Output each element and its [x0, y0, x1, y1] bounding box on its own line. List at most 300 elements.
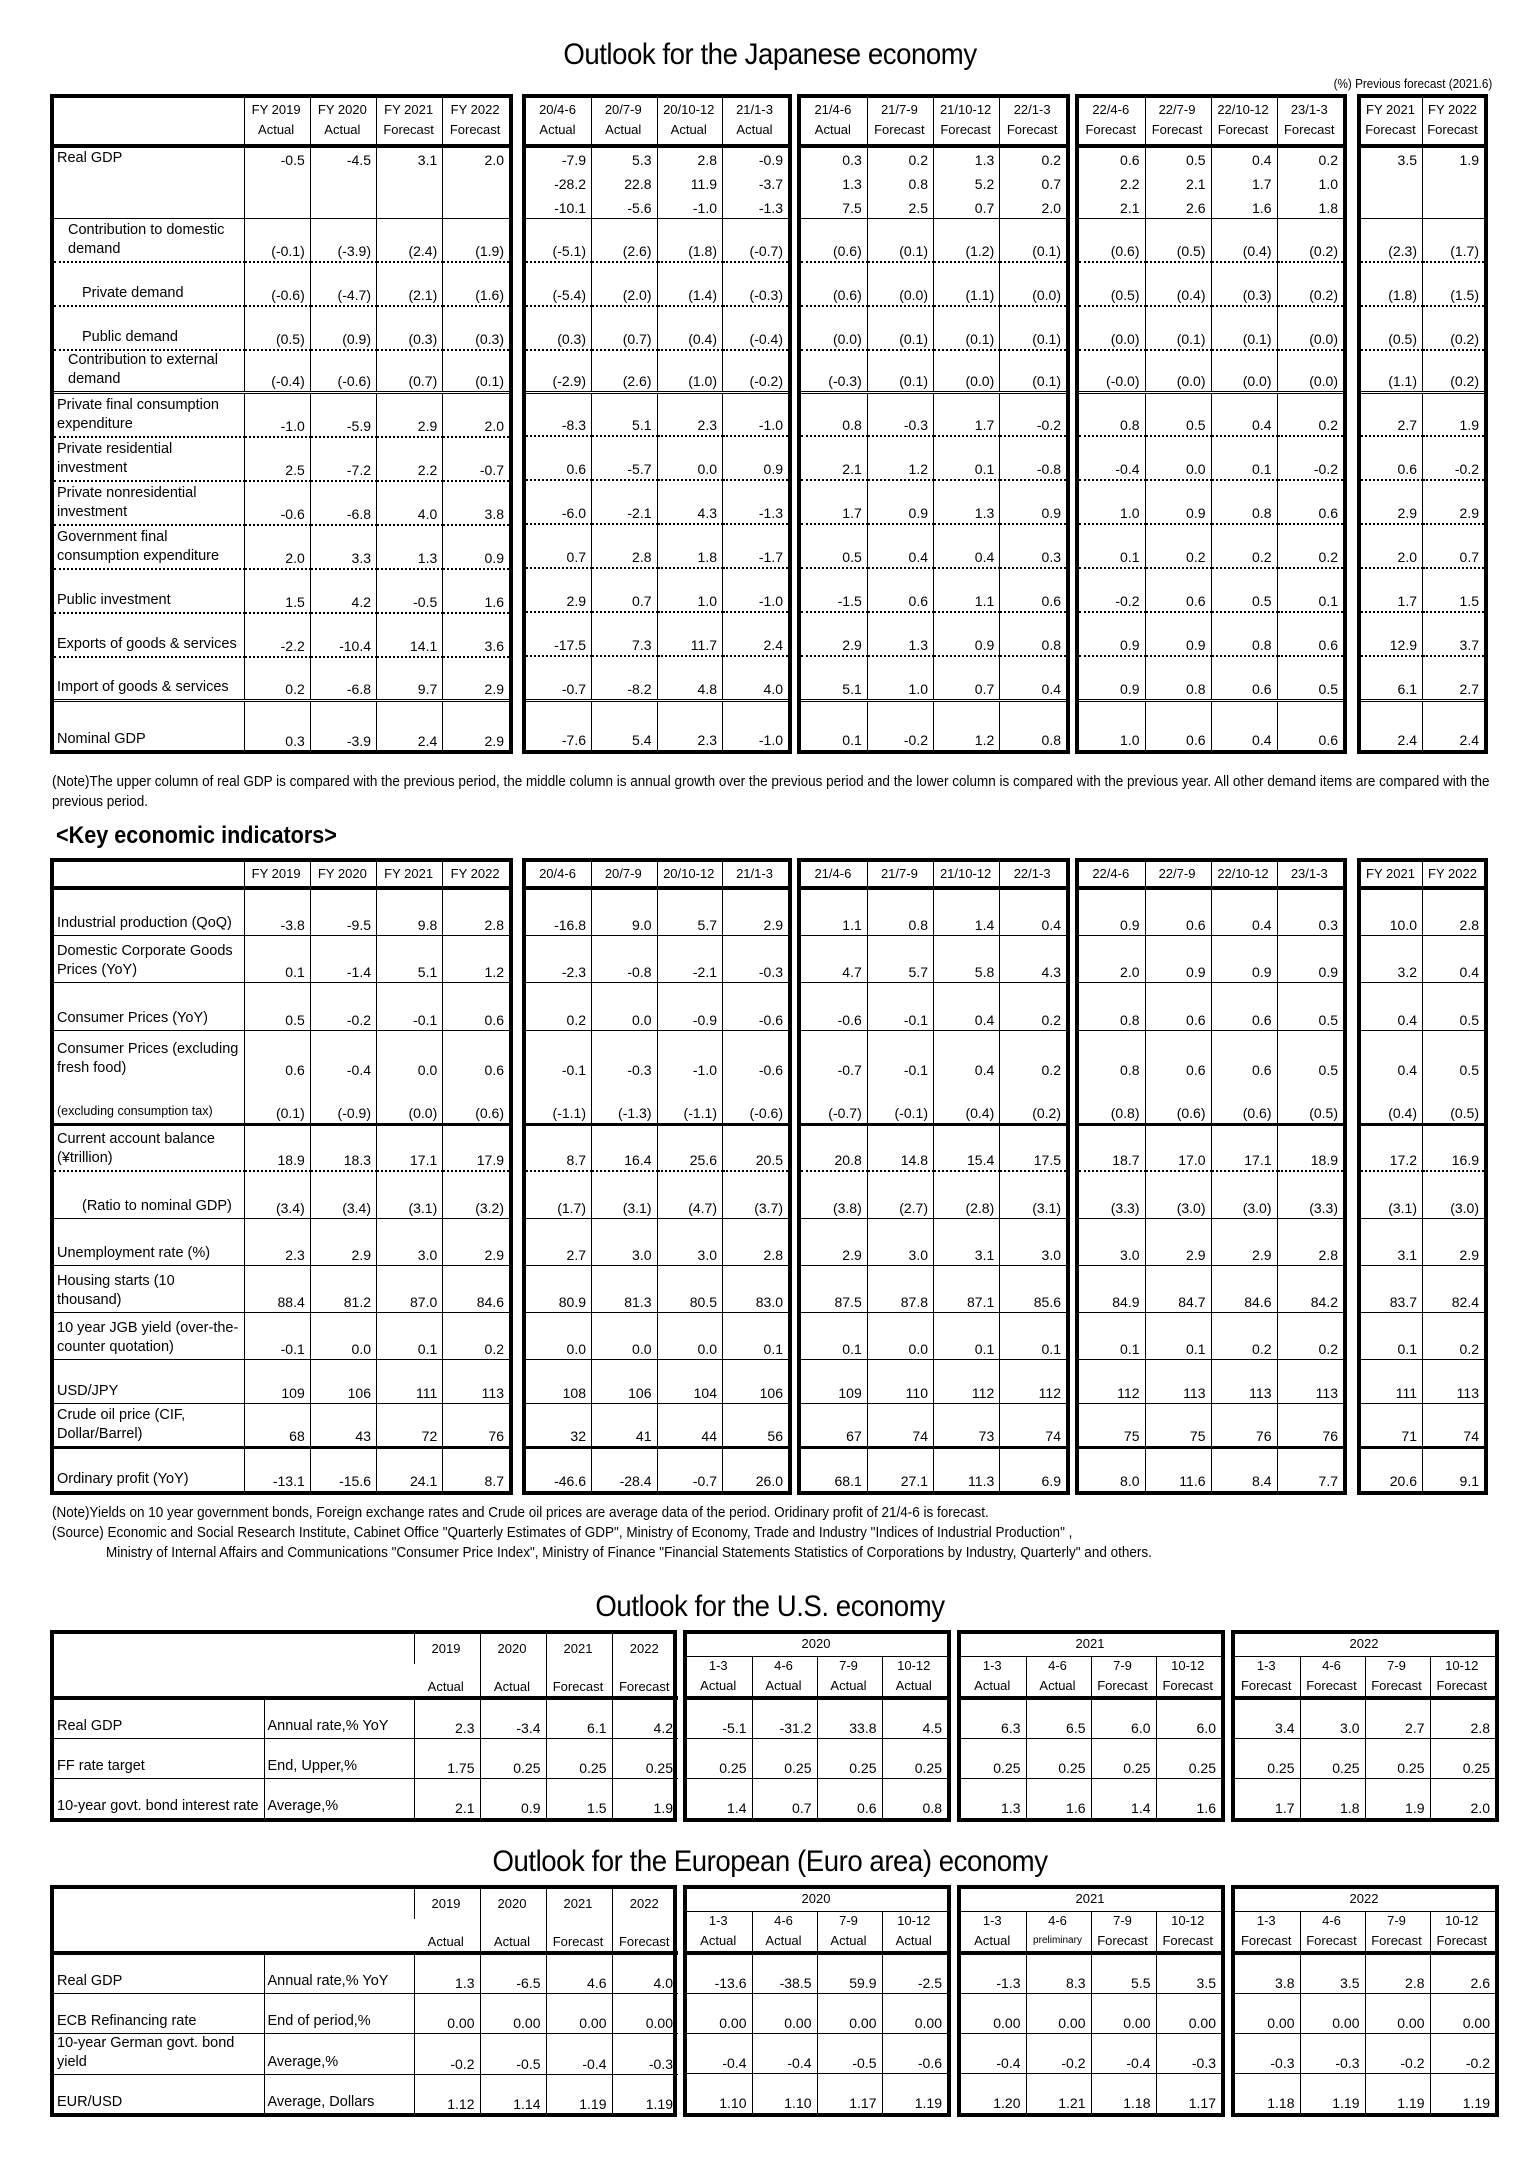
- value-cell: 1.9: [1423, 392, 1485, 436]
- value-cell: -6.8: [310, 657, 376, 701]
- value-cell: 1.2: [934, 700, 1000, 750]
- value-cell: 2.7: [1365, 1698, 1430, 1738]
- value-cell: 3.0: [657, 1218, 723, 1265]
- row-unit: End of period,%: [264, 1993, 414, 2033]
- table-row: [1361, 392, 1484, 436]
- value-cell: -31.2: [752, 1698, 817, 1738]
- table-row: [801, 1447, 1066, 1491]
- status-header: Forecast: [1091, 1931, 1156, 1953]
- value-cell: (3.1): [377, 1171, 443, 1218]
- jp-tables-block-2: [522, 94, 792, 754]
- table-row: [526, 1312, 788, 1359]
- row-label: [54, 170, 244, 194]
- value-cell: -28.2: [554, 176, 586, 192]
- value-cell: (3.4): [244, 1171, 310, 1218]
- value-cell: 1.9: [1423, 146, 1485, 170]
- value-cell: 0.2: [1000, 982, 1066, 1030]
- header-row: [961, 1634, 1221, 1656]
- value-cell: (0.0): [1211, 350, 1277, 392]
- header-row: [687, 1931, 947, 1953]
- value-cell: 4.3: [1000, 935, 1066, 982]
- value-cell: 0.5: [1277, 656, 1343, 700]
- header-row: [54, 98, 509, 146]
- value-cell: 0.5: [1211, 568, 1277, 612]
- year-header: 2020: [801, 1891, 831, 1907]
- status-header: Forecast: [1365, 1676, 1430, 1698]
- column-header: [723, 98, 789, 146]
- quarter-header: 10-12: [1430, 1911, 1495, 1931]
- value-cell: 3.1: [377, 146, 443, 170]
- value-cell: 0.25: [1235, 1738, 1300, 1778]
- value-cell: 0.6: [244, 1030, 310, 1080]
- value-cell: 113: [1277, 1359, 1343, 1403]
- value-cell: 17.1: [1211, 1124, 1277, 1171]
- header-row: [1235, 1634, 1495, 1656]
- value-cell: 0.1: [377, 1312, 443, 1359]
- value-cell: 3.8: [1235, 1953, 1300, 1993]
- value-cell: (-0.1): [867, 1080, 933, 1124]
- table-row: [687, 1698, 947, 1738]
- row-label: Government final consumption expenditure: [54, 525, 244, 569]
- value-cell: (0.1): [867, 350, 933, 392]
- value-cell: 0.1: [934, 436, 1000, 480]
- table-row: [526, 392, 788, 436]
- value-cell: 2.7: [526, 1218, 592, 1265]
- value-cell: 6.1: [1361, 656, 1423, 700]
- value-cell: 0.9: [1000, 480, 1066, 524]
- value-cell: 1.20: [993, 2095, 1021, 2111]
- column-header: 22/1-3: [1000, 862, 1066, 888]
- value-cell: 2.9: [801, 1218, 867, 1265]
- status-header: Actual: [974, 1932, 1011, 1948]
- value-cell: (3.0): [1423, 1171, 1485, 1218]
- table-row: [1079, 170, 1343, 194]
- column-period: 23/1-3: [1290, 102, 1328, 117]
- table-row: [1079, 392, 1343, 436]
- table-row: [801, 1265, 1066, 1312]
- value-cell: 1.10: [719, 2095, 747, 2111]
- value-cell: 8.7: [526, 1124, 592, 1171]
- value-cell: 0.25: [546, 1738, 612, 1778]
- value-cell: (0.0): [1145, 350, 1211, 392]
- column-status: Actual: [736, 122, 773, 137]
- column-header: 21/4-6: [814, 865, 852, 881]
- column-header: [1277, 98, 1343, 146]
- value-cell: 1.4: [1091, 1778, 1156, 1818]
- quarter-header: 1-3: [1256, 1657, 1276, 1673]
- column-header: 20/7-9: [592, 862, 658, 888]
- value-cell: 0.7: [752, 1778, 817, 1818]
- year-header: 2021: [546, 1634, 612, 1664]
- value-cell: (0.0): [1079, 306, 1145, 350]
- value-cell: 2.9: [1145, 1218, 1211, 1265]
- table-row: [1361, 935, 1484, 982]
- row-label: Contribution to domestic demand: [54, 218, 244, 262]
- value-cell: 0.6: [1277, 480, 1343, 524]
- value-cell: 43: [310, 1403, 376, 1447]
- column-period: FY 2022: [1428, 102, 1477, 117]
- table-row: [801, 1218, 1066, 1265]
- year-header: 2020: [801, 1636, 831, 1652]
- table-row: [54, 194, 509, 218]
- quarter-header: 4-6: [752, 1656, 817, 1676]
- value-cell: 0.00: [1300, 1993, 1365, 2033]
- column-header: [934, 98, 1000, 146]
- value-cell: -0.3: [592, 1030, 658, 1080]
- value-cell: 2.4: [377, 701, 443, 751]
- header-row: [687, 1911, 947, 1931]
- value-cell: (3.8): [801, 1171, 867, 1218]
- value-cell: 0.5: [1277, 982, 1343, 1030]
- value-cell: -46.6: [554, 1473, 586, 1489]
- value-cell: 1.10: [752, 2073, 817, 2113]
- eu-tables-group-2020-grid: [687, 1889, 947, 2113]
- value-cell: 14.1: [377, 613, 443, 657]
- value-cell: 9.0: [592, 888, 658, 935]
- value-cell: 0.7: [1423, 524, 1485, 568]
- table-row: [1361, 262, 1484, 306]
- value-cell: 2.9: [1211, 1218, 1277, 1265]
- value-cell: 0.25: [480, 1738, 546, 1778]
- status-header: Actual: [700, 1932, 737, 1948]
- value-cell: 2.8: [657, 146, 723, 170]
- year-header: 2022: [612, 1634, 678, 1664]
- header-row: [1235, 1656, 1495, 1676]
- value-cell: 1.1: [934, 568, 1000, 612]
- table-row: [54, 935, 509, 982]
- table-row: [1361, 700, 1484, 750]
- value-cell: 2.7: [1361, 392, 1423, 436]
- value-cell: 0.6: [443, 1030, 509, 1080]
- value-cell: [1423, 194, 1485, 218]
- value-cell: 8.0: [1120, 1473, 1140, 1489]
- column-header: [1145, 98, 1211, 146]
- ki-tables-block-1-grid: [54, 862, 509, 1491]
- jp-tables-block-1-grid: [54, 98, 509, 751]
- header-corner: [54, 98, 244, 146]
- status-header: Forecast: [1300, 1676, 1365, 1698]
- value-cell: 108: [526, 1359, 592, 1403]
- value-cell: -5.7: [592, 436, 658, 480]
- value-cell: 12.9: [1361, 612, 1423, 656]
- header-row: [801, 862, 1066, 888]
- value-cell: (-3.9): [310, 218, 376, 262]
- value-cell: 84.2: [1277, 1265, 1343, 1312]
- value-cell: 6.1: [546, 1698, 612, 1738]
- value-cell: 1.7: [934, 392, 1000, 436]
- value-cell: 2.1: [801, 436, 867, 480]
- table-row: [526, 1218, 788, 1265]
- value-cell: [310, 194, 376, 218]
- value-cell: 0.25: [1156, 1738, 1221, 1778]
- value-cell: -0.6: [723, 982, 789, 1030]
- value-cell: -1.0: [723, 700, 789, 750]
- value-cell: 0.6: [1361, 436, 1423, 480]
- value-cell: 0.00: [480, 1993, 546, 2033]
- value-cell: 11.7: [657, 612, 723, 656]
- value-cell: -2.2: [244, 613, 310, 657]
- column-header: [443, 98, 509, 146]
- value-cell: -6.0: [526, 480, 592, 524]
- value-cell: 0.25: [1300, 1738, 1365, 1778]
- value-cell: -0.7: [526, 656, 592, 700]
- table-row: [54, 888, 509, 935]
- table-row: [54, 657, 509, 701]
- row-label: Private residential investment: [54, 437, 244, 481]
- value-cell: -0.4: [961, 2033, 1026, 2073]
- status-header: Actual: [700, 1677, 737, 1693]
- value-cell: 1.9: [1365, 1778, 1430, 1818]
- value-cell: 0.5: [801, 524, 867, 568]
- value-cell: 1.3: [867, 612, 933, 656]
- value-cell: (0.3): [377, 306, 443, 350]
- row-label: Public demand: [54, 306, 244, 350]
- value-cell: 2.9: [310, 1218, 376, 1265]
- value-cell: 0.6: [1211, 656, 1277, 700]
- value-cell: 109: [801, 1359, 867, 1403]
- year-header: 2021: [1075, 1891, 1105, 1907]
- value-cell: 5.7: [867, 935, 933, 982]
- value-cell: (0.5): [1277, 1080, 1343, 1124]
- value-cell: -0.1: [377, 982, 443, 1030]
- value-cell: 0.0: [526, 1312, 592, 1359]
- table-row: [54, 262, 509, 306]
- value-cell: (0.5): [244, 306, 310, 350]
- header-row: [1235, 1931, 1495, 1953]
- value-cell: 0.6: [1120, 152, 1140, 168]
- table-row: [54, 1124, 509, 1171]
- value-cell: 82.4: [1423, 1265, 1485, 1312]
- value-cell: 4.5: [882, 1698, 947, 1738]
- eu-tables-annual: [50, 1885, 677, 2117]
- value-cell: 75: [1145, 1403, 1211, 1447]
- quarter-header: 7-9: [817, 1656, 882, 1676]
- status-header: preliminary: [1026, 1931, 1091, 1953]
- value-cell: (0.5): [1423, 1080, 1485, 1124]
- table-row: [526, 524, 788, 568]
- ki-tables-block-2-grid: [526, 862, 788, 1491]
- value-cell: 11.3: [934, 1447, 1000, 1491]
- value-cell: (-0.3): [723, 262, 789, 306]
- year-header: 2021: [1075, 1636, 1105, 1652]
- value-cell: 16.9: [1423, 1124, 1485, 1171]
- value-cell: (0.1): [443, 350, 509, 393]
- status-header: Forecast: [546, 1919, 612, 1953]
- header-row: [1361, 98, 1484, 146]
- column-period: 21/4-6: [814, 102, 852, 117]
- value-cell: -0.2: [1423, 436, 1485, 480]
- value-cell: (0.1): [1145, 306, 1211, 350]
- table-row: [54, 1080, 509, 1124]
- value-cell: 0.1: [1361, 1312, 1423, 1359]
- value-cell: -1.3: [723, 194, 789, 218]
- table-row: [526, 306, 788, 350]
- value-cell: 0.0: [1145, 436, 1211, 480]
- value-cell: 0.2: [1277, 524, 1343, 568]
- value-cell: 0.0: [657, 436, 723, 480]
- header-row: [687, 1889, 947, 1911]
- year-header: 2022: [1349, 1636, 1379, 1652]
- quarter-header: 1-3: [982, 1912, 1002, 1928]
- column-period: FY 2021: [1366, 102, 1415, 117]
- value-cell: 0.00: [1026, 1993, 1091, 2033]
- row-label: Consumer Prices (YoY): [54, 982, 244, 1030]
- value-cell: 0.6: [443, 982, 509, 1030]
- table-row: [1079, 1171, 1343, 1218]
- japan-note: (Note)The upper column of real GDP is compared with the previous period, the middle column is annual growth over the previous period and the lower column is compared with the previous year. All other demand items are compared with the previous period.: [52, 773, 1490, 810]
- column-period: 22/7-9: [1158, 102, 1196, 117]
- value-cell: (0.7): [377, 350, 443, 393]
- value-cell: 0.9: [1079, 612, 1145, 656]
- column-period: FY 2019: [251, 102, 301, 117]
- value-cell: 0.00: [817, 1993, 882, 2033]
- column-header: [867, 98, 933, 146]
- table-row: [801, 935, 1066, 982]
- value-cell: 0.25: [1091, 1738, 1156, 1778]
- indicators-source: (Source) Economic and Social Research Institute, Cabinet Office "Quarterly Estimates of GDP", Ministry of Economy, Trade and Industry "Indices of Industrial Production" ,: [52, 1524, 1073, 1541]
- value-cell: (0.5): [1361, 306, 1423, 350]
- table-row: [801, 700, 1066, 750]
- us-tables-group-2021: [957, 1630, 1225, 1822]
- value-cell: 74: [1000, 1403, 1066, 1447]
- value-cell: 83.7: [1361, 1265, 1423, 1312]
- value-cell: -7.2: [310, 437, 376, 481]
- value-cell: 9.8: [377, 888, 443, 935]
- value-cell: 5.1: [592, 392, 658, 436]
- header-corner: [54, 1634, 414, 1698]
- column-status: Actual: [324, 122, 361, 137]
- value-cell: 17.2: [1361, 1124, 1423, 1171]
- table-row: [801, 194, 1066, 218]
- value-cell: 1.19: [546, 2074, 612, 2114]
- value-cell: 1.8: [1300, 1778, 1365, 1818]
- value-cell: 3.3: [310, 525, 376, 569]
- table-row: [54, 569, 509, 613]
- value-cell: 0.6: [817, 1778, 882, 1818]
- value-cell: 56: [723, 1403, 789, 1447]
- value-cell: 113: [443, 1359, 509, 1403]
- value-cell: (3.1): [1361, 1171, 1423, 1218]
- value-cell: (0.1): [1000, 350, 1066, 392]
- column-header: [1000, 98, 1066, 146]
- table-row: [801, 1124, 1066, 1171]
- value-cell: (3.1): [1000, 1171, 1066, 1218]
- value-cell: 84.6: [443, 1265, 509, 1312]
- value-cell: 2.0: [443, 146, 509, 170]
- table-row: [1361, 524, 1484, 568]
- value-cell: 0.4: [1423, 935, 1485, 982]
- value-cell: 0.8: [1079, 982, 1145, 1030]
- value-cell: 0.25: [961, 1738, 1026, 1778]
- status-header: Forecast: [1240, 1677, 1292, 1693]
- value-cell: -0.2: [1277, 436, 1343, 480]
- value-cell: 1.3: [842, 176, 862, 192]
- value-cell: (0.2): [1277, 218, 1343, 262]
- header-row: [961, 1656, 1221, 1676]
- value-cell: 113: [1211, 1359, 1277, 1403]
- value-cell: 0.1: [1000, 1312, 1066, 1359]
- value-cell: 0.9: [443, 525, 509, 569]
- table-row: [54, 701, 509, 751]
- value-cell: 2.6: [1430, 1953, 1495, 1993]
- ki-tables-block-2: [522, 858, 792, 1495]
- value-cell: 80.9: [526, 1265, 592, 1312]
- column-status: Forecast: [1151, 122, 1203, 137]
- table-row: [1361, 194, 1484, 218]
- value-cell: 0.4: [934, 1030, 1000, 1080]
- value-cell: 0.0: [657, 1312, 723, 1359]
- value-cell: -4.5: [310, 146, 376, 170]
- value-cell: 0.25: [752, 1738, 817, 1778]
- value-cell: 0.4: [1000, 888, 1066, 935]
- value-cell: -10.4: [310, 613, 376, 657]
- value-cell: 0.00: [414, 1993, 480, 2033]
- table-row: [1361, 170, 1484, 194]
- value-cell: 3.6: [443, 613, 509, 657]
- value-cell: -0.5: [244, 146, 310, 170]
- table-row: [54, 2074, 678, 2114]
- value-cell: 74: [1423, 1403, 1485, 1447]
- column-header: [1079, 98, 1145, 146]
- value-cell: 0.0: [867, 1312, 933, 1359]
- column-header: [1423, 98, 1485, 146]
- value-cell: -0.2: [414, 2033, 480, 2074]
- value-cell: -3.8: [244, 888, 310, 935]
- value-cell: 1.3: [934, 146, 1000, 170]
- value-cell: (0.9): [310, 306, 376, 350]
- table-row: [54, 1403, 509, 1447]
- value-cell: 1.5: [546, 1778, 612, 1818]
- value-cell: 0.1: [723, 1312, 789, 1359]
- value-cell: 3.7: [1423, 612, 1485, 656]
- jp-tables-block-4-grid: [1079, 98, 1343, 750]
- value-cell: -6.5: [480, 1953, 546, 1993]
- value-cell: -0.8: [1000, 436, 1066, 480]
- value-cell: 0.2: [1145, 524, 1211, 568]
- table-row: [1361, 1218, 1484, 1265]
- table-row: [1235, 1698, 1495, 1738]
- value-cell: 2.1: [1145, 170, 1211, 194]
- column-status: Forecast: [940, 122, 991, 137]
- table-row: [1079, 262, 1343, 306]
- status-header: Actual: [974, 1677, 1011, 1693]
- value-cell: -28.4: [592, 1447, 658, 1491]
- value-cell: 84.7: [1145, 1265, 1211, 1312]
- value-cell: 2.2: [1120, 176, 1140, 192]
- value-cell: 7.5: [801, 194, 867, 218]
- value-cell: (0.1): [1211, 306, 1277, 350]
- value-cell: -0.2: [1026, 2033, 1091, 2073]
- header-row: [526, 98, 788, 146]
- table-row: [1361, 1312, 1484, 1359]
- value-cell: [443, 170, 509, 194]
- value-cell: (-5.4): [526, 262, 592, 306]
- value-cell: 0.6: [1277, 700, 1343, 750]
- column-header: FY 2020: [310, 862, 376, 888]
- value-cell: 0.8: [1145, 656, 1211, 700]
- value-cell: 2.5: [867, 194, 933, 218]
- row-label: Real GDP: [54, 1698, 264, 1738]
- value-cell: 5.1: [377, 935, 443, 982]
- value-cell: (-0.0): [1079, 350, 1145, 392]
- quarter-header: 10-12: [1156, 1656, 1221, 1676]
- table-row: [526, 436, 788, 480]
- value-cell: 10.0: [1361, 888, 1423, 935]
- value-cell: (0.6): [443, 1080, 509, 1124]
- table-row: [687, 1738, 947, 1778]
- status-header: Actual: [480, 1919, 546, 1953]
- value-cell: (0.2): [1277, 262, 1343, 306]
